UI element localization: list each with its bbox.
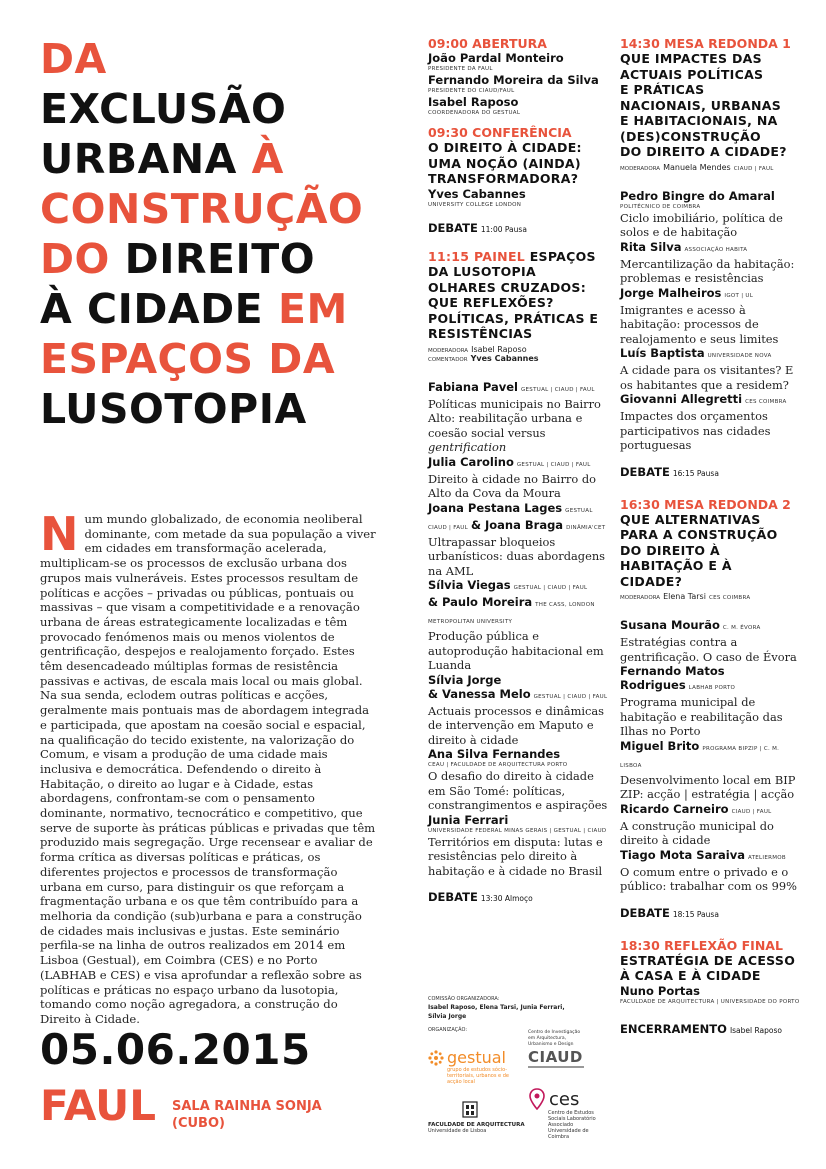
talk-affiliation: CIAUD | FAUL bbox=[731, 808, 772, 815]
moderator-name: Isabel Raposo bbox=[471, 344, 527, 354]
ciaud-logo-text: CIAUD bbox=[528, 1048, 583, 1066]
talk-item bbox=[620, 739, 800, 802]
final-time: 18:30 REFLEXÃO FINAL bbox=[620, 937, 783, 953]
moderator-name: Manuela Mendes bbox=[663, 162, 731, 172]
talk-item bbox=[620, 848, 800, 894]
talk-item bbox=[428, 813, 608, 879]
debate-label: DEBATE bbox=[620, 464, 670, 479]
painel-title-line: QUE REFLEXÕES? bbox=[428, 295, 554, 310]
talk-speaker: Fernando Matos bbox=[620, 664, 725, 678]
organization-label: ORGANIZAÇÃO: bbox=[428, 1027, 468, 1033]
conferencia-title-line: TRANSFORMADORA? bbox=[428, 171, 579, 186]
debate-note: 18:15 Pausa bbox=[672, 909, 719, 919]
moderator-label: MODERADORA bbox=[620, 165, 661, 172]
encerramento bbox=[620, 1022, 800, 1038]
mesa1-title-line: NACIONAIS, URBANAS bbox=[620, 97, 781, 113]
talk-item bbox=[428, 747, 608, 813]
debate-note: 11:00 Pausa bbox=[480, 224, 527, 234]
talk-title: Produção pública e autoprodução habitacional em Luanda bbox=[428, 629, 604, 672]
talk-affiliation: ATELIERMOB bbox=[747, 854, 786, 861]
gestual-logo bbox=[428, 1048, 528, 1085]
talk-title: Mercantilização da habitação: problemas e resistências bbox=[620, 256, 795, 285]
talk-item bbox=[428, 673, 608, 748]
talk-speaker: Susana Mourão bbox=[620, 618, 720, 632]
talk-speaker: & Vanessa Melo bbox=[428, 686, 531, 701]
talk-affiliation: POLITÉCNICO DE COIMBRA bbox=[620, 203, 701, 210]
intro-dropcap: N bbox=[40, 507, 79, 561]
mesa2-title-line: DO DIREITO À bbox=[620, 542, 720, 558]
event-room-line-2: (CUBO) bbox=[172, 1116, 225, 1131]
mesa1-title bbox=[620, 51, 800, 160]
moderator-label: MODERADORA bbox=[620, 595, 661, 601]
talk-affiliation: GESTUAL | CIAUD | FAUL bbox=[533, 693, 608, 700]
title-line-5: DO DIREITO bbox=[40, 235, 316, 283]
talk-title: Políticas municipais no Bairro Alto: reabilitação urbana e coesão social versus bbox=[428, 396, 601, 440]
mesa1-title-line: ACTUAIS POLÍTICAS bbox=[620, 66, 764, 82]
final-affiliation: FACULDADE DE ARQUITECTURA | UNIVERSIDADE DO PORTO bbox=[620, 998, 800, 1005]
title-line-6: À CIDADE EM bbox=[40, 285, 348, 333]
talk-affiliation: CES COIMBRA bbox=[745, 399, 787, 405]
talk-item bbox=[428, 501, 608, 579]
talk-item bbox=[620, 618, 800, 664]
mesa2-title-line: PARA A CONSTRUÇÃO bbox=[620, 527, 778, 542]
title-line-4: CONSTRUÇÃO bbox=[40, 185, 364, 233]
talk-item bbox=[620, 346, 800, 392]
talk-affiliation: DINÂMIA'CET bbox=[566, 524, 606, 531]
painel-title-inline: ESPAÇOS bbox=[529, 248, 596, 264]
talk-title: A cidade para os visitantes? E os habitantes que a residem? bbox=[620, 363, 794, 392]
talk-speaker: Sílvia Jorge bbox=[428, 672, 502, 687]
talk-affiliation: GESTUAL | CIAUD | FAUL bbox=[516, 461, 591, 468]
talk-title-emphasis: gentrification bbox=[428, 440, 507, 454]
intro-text: um mundo globalizado, de economia neoliberal dominante, com metade da sua população a viver em cidades em transformação acelerada, multiplicam-se os processos de exclusão urbana dos grupos mais vulneráveis. Estes processos resultam de políticas e acções – privadas ou públicas, pontuais ou massivas – que visam a competitividade e a renovação urbana de áreas estrategicamente localizadas e têm provocado fenómenos mais ou menos violentos de gentrificação, despejos e realojamento forçado. Estes têm desencadeado múltiplas formas de resistência passivas e activas, de escala mais local ou mais global. Na sua senda, eclodem outras políticas e acções, geralmente mais pontuais mas de abordagem integrada e participada, que apostam na coesão social e espacial, na qualificação do tecido existente, na valorização do Comum, e visam a produção de uma cidade mais inclusiva e democrática. Defendendo o direito à Habitação, o direito ao lugar e à Cidade, estas abordagens, confrontam-se com o pensamento dominante, normativo, tecnocrático e competitivo, que serve de suporte às práticas públicas e privadas que têm produzido mais segregação. Urge recensear e avaliar de forma crítica as diversas políticas e práticas, os diferentes projectos e processos de transformação urbana em curso, para distinguir os que reforçam a fragmentação urbana e os que têm contribuído para a melhoria da condição (sub)urbana e para a construção de cidades mais inclusivas e justas. Este seminário perfila-se na linha de outros realizados em 2014 em Lisboa (Gestual), em Coimbra (CES) e no Porto (LABHAB e CES) e visa aprofundar a reflexão sobre as políticas e práticas no espaço urbano da lusotopia, tomando como noção agregadora, a construção do Direito à Cidade. bbox=[40, 512, 376, 1026]
talk-speaker: Julia Carolino bbox=[428, 454, 514, 469]
faul-building-icon bbox=[462, 1100, 478, 1118]
moderator-label: MODERADORA bbox=[428, 347, 469, 354]
conferencia-speaker: Yves Cabannes bbox=[428, 186, 526, 201]
talk-title: Ciclo imobiliário, política de solos e de habitação bbox=[620, 210, 783, 239]
ces-logo-subtitle: Centro de Estudos Sociais Laboratório Associado Universidade de Coimbra bbox=[548, 1110, 596, 1140]
commentator-name: Yves Cabannes bbox=[470, 353, 539, 363]
mesa1-title-line: DO DIREITO A CIDADE? bbox=[620, 144, 787, 159]
talk-title: Actuais processos e dinâmicas de intervenção em Maputo e direito à cidade bbox=[428, 703, 605, 747]
mesa2-title-line: CIDADE? bbox=[620, 573, 683, 589]
talk-speaker: Fabiana Pavel bbox=[428, 379, 518, 394]
talk-speaker: Sílvia Viegas bbox=[428, 578, 511, 592]
talk-speaker: Rodrigues bbox=[620, 678, 686, 692]
talk-speaker: Rita Silva bbox=[620, 239, 682, 254]
talk-item bbox=[620, 240, 800, 286]
ces-mark-icon bbox=[528, 1088, 546, 1110]
talk-item bbox=[620, 802, 800, 848]
mesa1-title-line: QUE IMPACTES DAS bbox=[620, 51, 762, 66]
talk-title: Imigrantes e acesso à habitação: processos de realojamento e seus limites bbox=[620, 302, 779, 346]
final-speaker: Nuno Portas bbox=[620, 983, 701, 998]
organization-block bbox=[428, 996, 618, 1034]
mesa1-title-line: (DES)CONSTRUÇÃO bbox=[620, 128, 761, 144]
debate-note: 13:30 Almoço bbox=[480, 894, 533, 903]
talk-title: A construção municipal do direito à cidade bbox=[620, 818, 774, 847]
talk-affiliation: UNIVERSIDADE FEDERAL MINAS GERAIS | GESTUAL | CIAUD bbox=[428, 827, 607, 834]
ciaud-logo-subtitle: Centro de Investigação em Arquitectura, Urbanismo e Design bbox=[528, 1030, 581, 1047]
debate-label: DEBATE bbox=[620, 905, 670, 920]
faul-logo-subtitle: Universidade de Lisboa bbox=[428, 1128, 487, 1134]
talk-affiliation: PROGRAMA BIPZIP | C. M. LISBOA bbox=[620, 745, 780, 769]
mesa2-title bbox=[620, 512, 800, 590]
talk-affiliation: IGOT | UL bbox=[724, 292, 754, 299]
talk-affiliation: GESTUAL bbox=[565, 507, 593, 514]
program-column-2 bbox=[620, 36, 800, 1038]
mesa2-title-line: QUE ALTERNATIVAS bbox=[620, 511, 761, 527]
speaker-affiliation: COORDENADORA DO GESTUAL bbox=[428, 110, 521, 116]
gestual-logo-text: gestual bbox=[447, 1048, 506, 1067]
title-line-8: LUSOTOPIA bbox=[40, 385, 307, 433]
talk-item bbox=[428, 455, 608, 501]
talk-speaker: & Joana Braga bbox=[470, 517, 564, 532]
abertura-time: 09:00 ABERTURA bbox=[428, 36, 547, 51]
talk-affiliation: UNIVERSIDADE NOVA bbox=[707, 353, 772, 359]
speaker-affiliation: PRESIDENTE DA FAUL bbox=[428, 66, 493, 72]
event-venue: FAUL bbox=[40, 1081, 156, 1130]
conferencia-title-line: UMA NOÇÃO (AINDA) bbox=[428, 155, 581, 171]
commentator-label: COMENTADOR bbox=[428, 356, 468, 363]
moderator-affiliation: CES COIMBRA bbox=[708, 595, 751, 601]
talk-affiliation: GESTUAL | CIAUD | FAUL bbox=[513, 585, 588, 591]
final-title-line: ESTRATÉGIA DE ACESSO bbox=[620, 952, 796, 968]
gestual-logo-subtitle: grupo de estudos sócio-territoriais, urbanos e de acção local bbox=[447, 1067, 509, 1085]
committee-names: Isabel Raposo, Elena Tarsi, Junia Ferrari, Sílvia Jorge bbox=[428, 1004, 565, 1020]
moderator-name: Elena Tarsi bbox=[663, 592, 706, 601]
painel-commentator bbox=[428, 355, 608, 364]
talk-affiliation: THE CASS, LONDON METROPOLITAN UNIVERSITY bbox=[428, 602, 595, 625]
mesa2-moderator bbox=[620, 593, 800, 602]
talk-item bbox=[620, 189, 800, 240]
painel-title bbox=[428, 264, 608, 342]
talk-title: O comum entre o privado e o público: trabalhar com os 99% bbox=[620, 864, 797, 893]
debate-3 bbox=[620, 465, 800, 481]
talk-speaker: Tiago Mota Saraiva bbox=[620, 847, 745, 862]
talk-speaker: Ricardo Carneiro bbox=[620, 801, 729, 816]
talk-title: Desenvolvimento local em BIP ZIP: acção | estratégia | acção bbox=[620, 772, 796, 801]
debate-label: DEBATE bbox=[428, 890, 478, 904]
final-title bbox=[620, 953, 800, 984]
talk-item bbox=[428, 578, 608, 673]
painel-title-line: POLÍTICAS, PRÁTICAS E bbox=[428, 310, 599, 326]
painel-title-line: DA LUSOTOPIA bbox=[428, 264, 536, 279]
program-column-1 bbox=[428, 36, 608, 906]
mesa1-title-line: E HABITACIONAIS, NA bbox=[620, 113, 778, 128]
mesa1-title-line: E PRÁTICAS bbox=[620, 82, 705, 97]
painel-header bbox=[428, 249, 608, 265]
moderator-affiliation: CIAUD | FAUL bbox=[733, 165, 774, 172]
debate-label: DEBATE bbox=[428, 220, 478, 235]
ciaud-logo bbox=[528, 1030, 598, 1068]
final-title-line: À CASA E À CIDADE bbox=[620, 968, 761, 983]
committee-label: COMISSÃO ORGANIZADORA: bbox=[428, 996, 500, 1002]
conferencia-title-line: O DIREITO À CIDADE: bbox=[428, 140, 582, 155]
event-room bbox=[172, 1098, 322, 1132]
speaker-name: Fernando Moreira da Silva bbox=[428, 73, 599, 87]
talk-item bbox=[620, 664, 800, 739]
painel-title-line: RESISTÊNCIAS bbox=[428, 326, 533, 341]
talk-speaker: Giovanni Allegretti bbox=[620, 392, 743, 406]
talk-title: Impactes dos orçamentos participativos nas cidades portuguesas bbox=[620, 409, 771, 452]
talk-item bbox=[428, 380, 608, 455]
faul-logo-text: FACULDADE DE ARQUITECTURA bbox=[428, 1122, 525, 1128]
faul-logo bbox=[428, 1100, 528, 1134]
mesa2-title-line: HABITAÇÃO E À bbox=[620, 558, 732, 573]
ciaud-logo-rule bbox=[528, 1066, 584, 1068]
talk-speaker: Jorge Malheiros bbox=[620, 285, 722, 300]
mesa1-time: 14:30 MESA REDONDA 1 bbox=[620, 36, 791, 51]
gestual-mark-icon bbox=[428, 1050, 444, 1066]
mesa1-moderator bbox=[620, 164, 800, 173]
ces-logo bbox=[528, 1088, 608, 1140]
event-date: 05.06.2015 bbox=[40, 1025, 311, 1074]
talk-title: Ultrapassar bloqueios urbanísticos: duas abordagens na AML bbox=[428, 534, 606, 578]
title-line-2: EXCLUSÃO bbox=[40, 85, 287, 133]
title-line-3: URBANA À bbox=[40, 135, 284, 183]
conferencia-title bbox=[428, 140, 608, 187]
intro-paragraph bbox=[40, 507, 376, 1027]
talk-affiliation: GESTUAL | CIAUD | FAUL bbox=[520, 386, 595, 393]
conferencia-time: 09:30 CONFERÊNCIA bbox=[428, 125, 572, 140]
talk-speaker: Joana Pestana Lages bbox=[428, 500, 563, 515]
painel-time: 11:15 PAINEL bbox=[428, 248, 526, 264]
title-line-7: ESPAÇOS DA bbox=[40, 335, 336, 383]
talk-speaker: Ana Silva Fernandes bbox=[428, 747, 561, 761]
speaker-affiliation: PRESIDENTE DO CIAUD/FAUL bbox=[428, 88, 515, 94]
talk-item bbox=[620, 392, 800, 453]
painel-title-line: OLHARES CRUZADOS: bbox=[428, 279, 587, 295]
talk-affiliation: C. M. ÉVORA bbox=[722, 625, 761, 631]
encerramento-label: ENCERRAMENTO bbox=[620, 1021, 727, 1036]
speaker-name: Isabel Raposo bbox=[428, 95, 519, 109]
debate-4 bbox=[620, 906, 800, 922]
talk-speaker: Junia Ferrari bbox=[428, 812, 509, 827]
talk-affiliation: CIAUD | FAUL bbox=[428, 524, 468, 531]
talk-item bbox=[620, 286, 800, 347]
mesa2-time: 16:30 MESA REDONDA 2 bbox=[620, 496, 791, 512]
encerramento-name: Isabel Raposo bbox=[729, 1025, 782, 1035]
poster-title bbox=[40, 34, 420, 434]
talk-title: O desafio do direito à cidade em São Tomé: políticas, constrangimentos e aspirações bbox=[428, 769, 608, 812]
debate-2 bbox=[428, 890, 608, 906]
talk-affiliation: LABHAB PORTO bbox=[688, 685, 736, 691]
talk-speaker: Luís Baptista bbox=[620, 346, 705, 360]
talk-speaker: Miguel Brito bbox=[620, 738, 700, 753]
talk-speaker: Pedro Bingre do Amaral bbox=[620, 188, 775, 203]
talk-affiliation: CEAU | FACULDADE DE ARQUITECTURA PORTO bbox=[428, 762, 568, 768]
ces-logo-text: ces bbox=[549, 1088, 580, 1110]
title-line-1: DA bbox=[40, 35, 107, 83]
conferencia-affiliation: UNIVERSITY COLLEGE LONDON bbox=[428, 201, 522, 208]
event-room-line-1: SALA RAINHA SONJA bbox=[172, 1099, 322, 1114]
speaker-name: João Pardal Monteiro bbox=[428, 51, 564, 65]
debate-1 bbox=[428, 221, 608, 237]
talk-title: Territórios em disputa: lutas e resistências pelo direito à habitação e à cidade no Brasil bbox=[428, 834, 603, 878]
talk-title: Direito à cidade no Bairro do Alto da Cova da Moura bbox=[428, 471, 596, 500]
debate-note: 16:15 Pausa bbox=[672, 468, 719, 478]
talk-affiliation: ASSOCIAÇÃO HABITA bbox=[684, 246, 748, 253]
talk-speaker: & Paulo Moreira bbox=[428, 595, 533, 609]
talk-title: Estratégias contra a gentrificação. O caso de Évora bbox=[620, 635, 797, 664]
talk-title: Programa municipal de habitação e reabilitação das Ilhas no Porto bbox=[620, 695, 783, 738]
